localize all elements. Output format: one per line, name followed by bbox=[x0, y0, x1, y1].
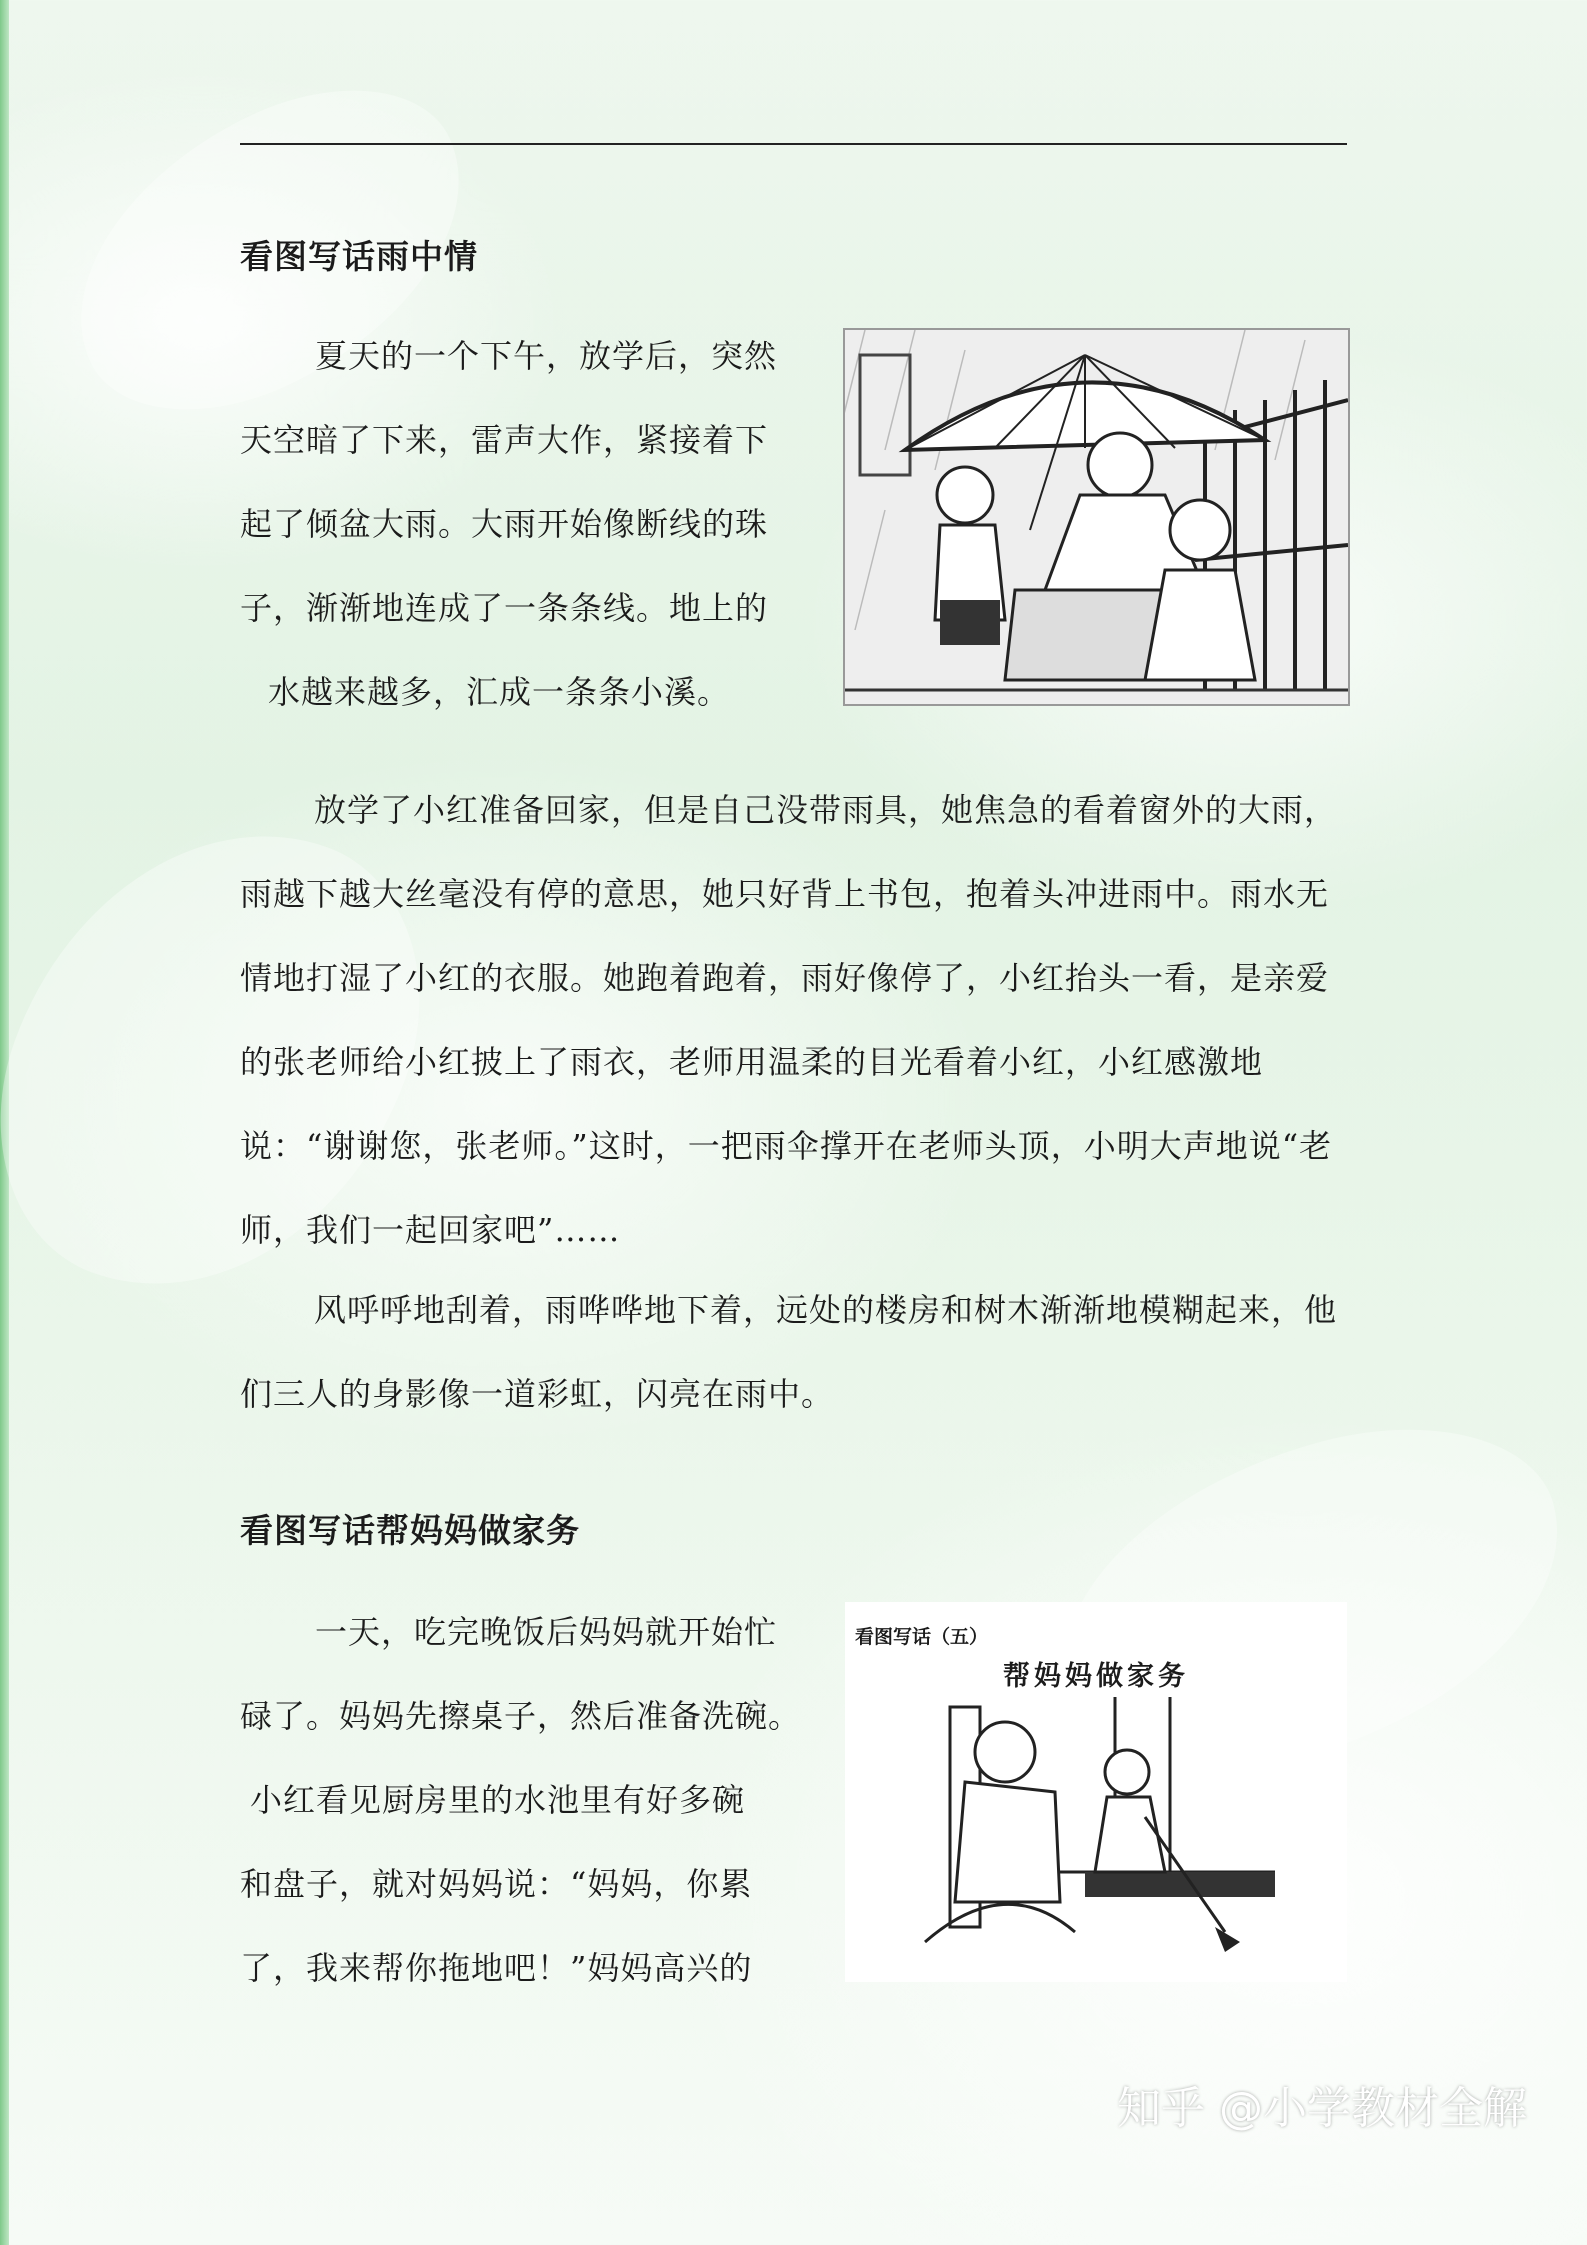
housework-illustration-label: 看图写话（五） bbox=[855, 1626, 989, 1648]
housework-illustration-title: 帮妈妈做家务 bbox=[1003, 1661, 1189, 1692]
section1-paragraph-3: 风呼呼地刮着，雨哗哗地下着，远处的楼房和树木渐渐地模糊起来，他们三人的身影像一道彩虹，闪亮在雨中。 bbox=[240, 1291, 1338, 1413]
section2-line-5: 了，我来帮你拖地吧！”妈妈高兴的 bbox=[240, 1949, 753, 1987]
rain-illustration-drawing bbox=[845, 330, 1348, 704]
section1-line-5: 水越来越多，汇成一条条小溪。 bbox=[268, 673, 731, 711]
rain-illustration bbox=[843, 328, 1350, 706]
watermark: 知乎 @小学教材全解 bbox=[1117, 2083, 1527, 2134]
header-rule bbox=[240, 143, 1347, 145]
housework-illustration bbox=[845, 1602, 1347, 1982]
section2-line-4: 和盘子，就对妈妈说：“妈妈，你累 bbox=[240, 1865, 753, 1903]
section1-line-4: 子，渐渐地连成了一条条线。地上的 bbox=[240, 589, 769, 627]
housework-illustration-drawing bbox=[845, 1602, 1347, 1982]
section1-line-3: 起了倾盆大雨。大雨开始像断线的珠 bbox=[240, 505, 769, 543]
section1-line-1: 夏天的一个下午，放学后，突然 bbox=[315, 337, 778, 375]
section1-line-2: 天空暗了下来，雷声大作，紧接着下 bbox=[240, 421, 769, 459]
section2-line-2: 碌了。妈妈先擦桌子，然后准备洗碗。 bbox=[240, 1697, 802, 1735]
section2-line-3: 小红看见厨房里的水池里有好多碗 bbox=[250, 1781, 746, 1819]
section1-paragraph-2: 放学了小红准备回家，但是自己没带雨具，她焦急的看着窗外的大雨，雨越下越大丝毫没有停的意思，她只好背上书包，抱着头冲进雨中。雨水无情地打湿了小红的衣服。她跑着跑着，雨好像停了，小红抬头一看，是亲爱的张老师给小红披上了雨衣，老师用温柔的目光看着小红，小红感激地说：“谢谢您，张老师。”这时，一把雨伞撑开在老师头顶，小明大声地说“老师，我们一起回家吧”…… bbox=[240, 791, 1338, 1249]
section2-line-1: 一天，吃完晚饭后妈妈就开始忙 bbox=[315, 1613, 778, 1651]
section1-title: 看图写话雨中情 bbox=[240, 237, 478, 276]
section2-title: 看图写话帮妈妈做家务 bbox=[240, 1511, 580, 1550]
